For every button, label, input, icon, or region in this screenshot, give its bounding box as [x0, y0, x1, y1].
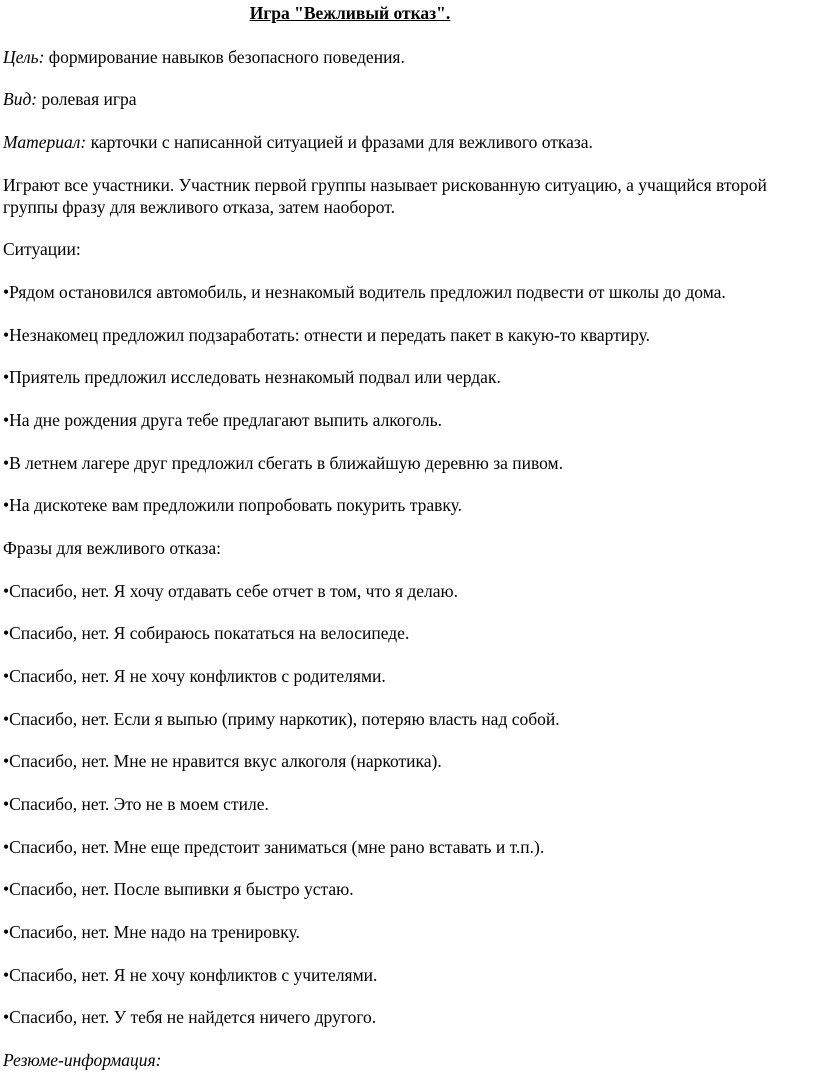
phrase-item: •Спасибо, нет. Мне не нравится вкус алкоголя (наркотика).: [3, 751, 442, 771]
phrase-item: •Спасибо, нет. Я не хочу конфликтов с учителями.: [3, 965, 378, 985]
material-text: карточки с написанной ситуацией и фразами для вежливого отказа.: [86, 132, 593, 152]
phrase-item: •Спасибо, нет. Я хочу отдавать себе отчет в том, что я делаю.: [3, 581, 458, 601]
phrase-item: •Спасибо, нет. Мне надо на тренировку.: [3, 922, 300, 942]
goal-text: формирование навыков безопасного поведения.: [44, 47, 405, 67]
situation-item: •Рядом остановился автомобиль, и незнакомый водитель предложил подвести от школы до дома.: [3, 282, 726, 302]
material-label: Материал:: [3, 132, 87, 152]
summary-heading: Резюме-информация:: [3, 1050, 162, 1070]
phrase-item: •Спасибо, нет. Мне еще предстоит заниматься (мне рано вставать и т.п.).: [3, 837, 545, 857]
page-title: Игра "Вежливый отказ".: [249, 3, 451, 23]
goal-label: Цель:: [3, 47, 45, 67]
phrase-item: •Спасибо, нет. После выпивки я быстро устаю.: [3, 879, 354, 899]
instructions-paragraph: Играют все участники. Участник первой группы называет рискованную ситуацию, а учащийся второй группы фразу для вежливого отказа, затем наоборот.: [3, 175, 767, 217]
situation-item: •На дне рождения друга тебе предлагают выпить алкоголь.: [3, 410, 443, 430]
phrase-item: •Спасибо, нет. Это не в моем стиле.: [3, 794, 269, 814]
phrase-item: •Спасибо, нет. Я собираюсь покататься на велосипеде.: [3, 623, 410, 643]
situation-item: •В летнем лагере друг предложил сбегать в ближайшую деревню за пивом.: [3, 453, 563, 473]
phrase-item: •Спасибо, нет. Если я выпью (приму наркотик), потеряю власть над собой.: [3, 709, 560, 729]
phrase-item: •Спасибо, нет. Я не хочу конфликтов с родителями.: [3, 666, 386, 686]
type-line: [3, 88, 803, 110]
material-line: [3, 131, 803, 153]
situation-item: •Незнакомец предложил подзаработать: отнести и передать пакет в какую-то квартиру.: [3, 325, 651, 345]
goal-line: [3, 46, 803, 68]
situation-item: •На дискотеке вам предложили попробовать покурить травку.: [3, 495, 462, 515]
phrase-item: •Спасибо, нет. У тебя не найдется ничего другого.: [3, 1007, 377, 1027]
type-text: ролевая игра: [37, 89, 137, 109]
situations-heading: Ситуации:: [3, 239, 81, 259]
type-label: Вид:: [3, 89, 38, 109]
situation-item: •Приятель предложил исследовать незнакомый подвал или чердак.: [3, 367, 501, 387]
phrases-heading: Фразы для вежливого отказа:: [3, 538, 222, 558]
